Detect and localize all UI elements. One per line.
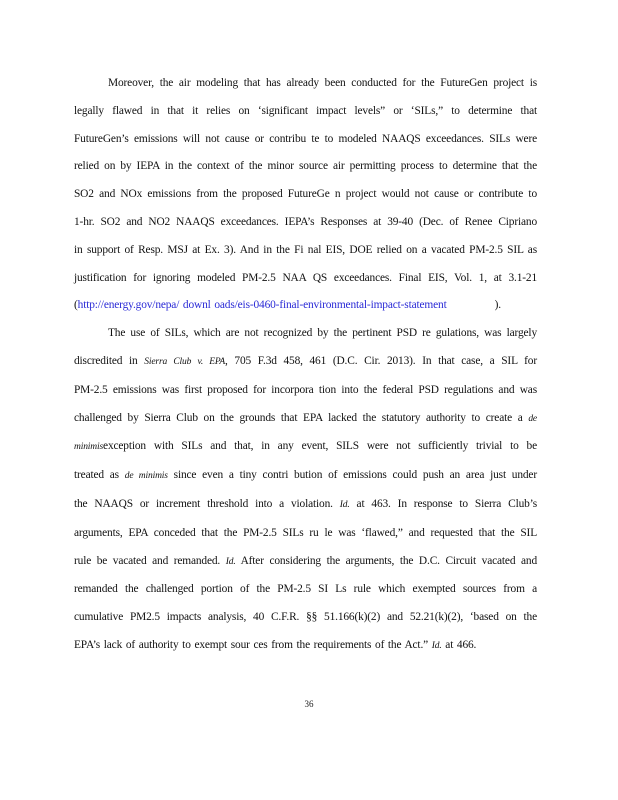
text-line: in support of Resp. MSJ at Ex. 3). And in the Fi nal EIS, DOE relied on a vacated PM-2.5 SIL as <box>74 243 537 256</box>
text-line <box>74 632 537 661</box>
text-line: Moreover, the air modeling that has already been conducted for the FutureGen project is <box>108 77 537 89</box>
de-minimis-italic: minimis <box>74 442 104 453</box>
paragraph-2 <box>74 320 537 661</box>
text-line <box>74 405 537 434</box>
text-line: SO2 and NOx emissions from the proposed FutureGe n project would not cause or contribute to <box>74 188 537 201</box>
text-line: cumulative PM2.5 impacts analysis, 40 C.F.R. §§ 51.166(k)(2) and 52.21(k)(2), ‘based on the <box>74 611 537 624</box>
text-run: , 705 F.3d 458, 461 (D.C. Cir. 2013). In that case, a SIL for <box>225 354 537 367</box>
text-line: legally flawed in that it relies on ‘significant impact levels” or ‘SILs,” to determine that <box>74 104 537 117</box>
text-run: exception with SILs and that, in any event, SILS were not sufficiently trivial to be <box>103 440 537 453</box>
id-citation: Id. <box>339 499 350 510</box>
text-run: at 466. <box>441 638 477 651</box>
text-line <box>74 491 537 520</box>
text-line: FutureGen’s emissions will not cause or contribu te to modeled NAAQS exceedances. SILs were <box>74 132 537 145</box>
text-line <box>74 433 537 462</box>
text-line <box>74 348 537 377</box>
text-line: relied on by IEPA in the context of the minor source air permitting process to determine that the <box>74 160 537 173</box>
paragraph-1 <box>74 70 537 320</box>
text-run: treated as <box>74 469 125 482</box>
de-minimis-italic: de minimis <box>124 471 168 482</box>
eis-link[interactable]: http://energy.gov/nepa/ downl oads/eis-0460-final-environmental-impact-statement <box>77 299 447 312</box>
body-text <box>74 70 537 661</box>
paren-close: ). <box>494 299 501 312</box>
text-line <box>74 548 537 577</box>
text-line: 1-hr. SO2 and NO2 NAAQS exceedances. IEPA’s Responses at 39-40 (Dec. of Renee Cipriano <box>74 215 537 228</box>
text-line: justification for ignoring modeled PM-2.5 NAA QS exceedances. Final EIS, Vol. 1, at 3.1-21 <box>74 271 537 284</box>
text-run: EPA’s lack of authority to exempt sour ces from the requirements of the Act.” <box>74 638 432 651</box>
text-run: rule be vacated and remanded. <box>74 554 226 567</box>
text-line: The use of SILs, which are not recognized by the pertinent PSD re gulations, was largely <box>108 327 537 340</box>
text-run: After considering the arguments, the D.C. Circuit vacated and <box>235 554 537 567</box>
text-line: arguments, EPA conceded that the PM-2.5 SILs ru le was ‘flawed,” and requested that the SIL <box>74 526 537 539</box>
de-minimis-italic: de <box>528 413 537 424</box>
text-run: challenged by Sierra Club on the grounds that EPA lacked the statutory authority to create a <box>74 411 529 424</box>
text-run: discredited in <box>74 354 145 367</box>
text-line: PM-2.5 emissions was first proposed for incorpora tion into the federal PSD regulations and was <box>74 383 537 396</box>
id-citation: Id. <box>431 640 442 651</box>
text-line: remanded the challenged portion of the PM-2.5 SI Ls rule which exempted sources from a <box>74 583 537 596</box>
id-citation: Id. <box>225 556 236 567</box>
case-name: Sierra Club v. EPA <box>144 356 225 367</box>
text-run: the NAAQS or increment threshold into a violation. <box>74 497 340 510</box>
text-line <box>74 462 537 491</box>
text-run: at 463. In response to Sierra Club’s <box>349 497 537 510</box>
paren-open: ( <box>74 299 78 312</box>
text-line <box>74 292 537 320</box>
page-number: 36 <box>304 699 314 709</box>
text-run: since even a tiny contri bution of emissions could push an area just under <box>167 469 537 482</box>
